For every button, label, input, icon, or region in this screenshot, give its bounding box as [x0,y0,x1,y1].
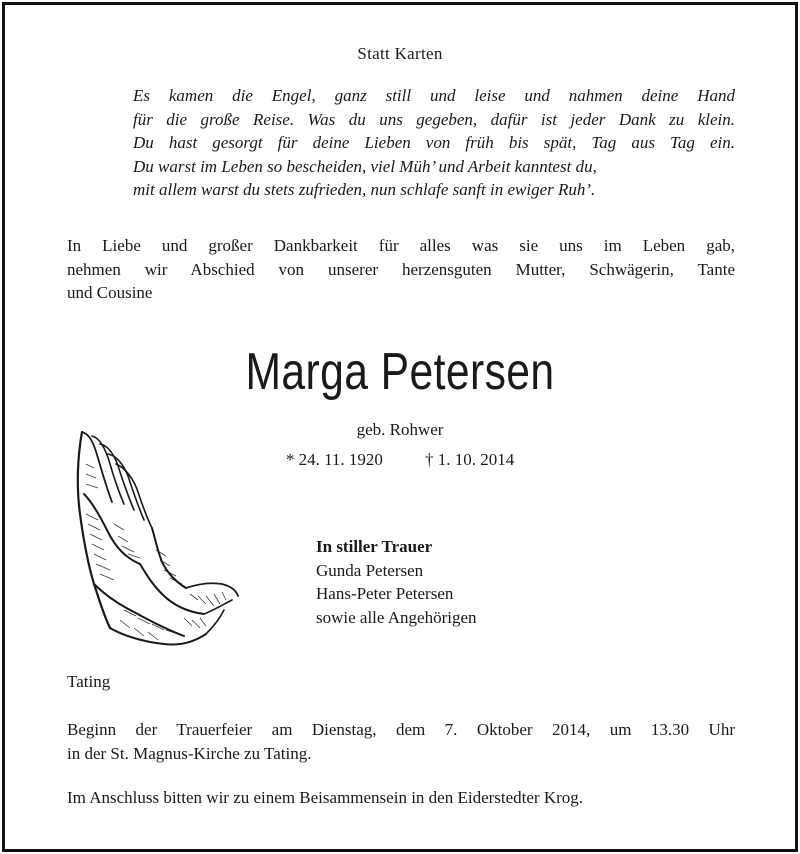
death-date: † 1. 10. 2014 [424,450,515,469]
maiden-name: geb. Rohwer [356,420,444,439]
mourners-block [316,535,477,629]
intro-line: nehmen wir Abschied von unserer herzensguten Mutter, Schwägerin, Tante [67,259,735,279]
intro-line: und Cousine [67,283,153,302]
intro-text [67,234,735,305]
deceased-name: Marga Petersen [245,343,555,401]
poem-line: Du hast gesorgt für deine Lieben von früh bis spät, Tag aus Tag ein. [133,133,735,152]
place-name: Tating [67,672,111,691]
birth-date: * 24. 11. 1920 [285,450,383,469]
praying-hands-icon [64,424,240,646]
poem-line: Es kamen die Engel, ganz still und leise und nahmen deine Hand [133,86,735,105]
mourner-name: sowie alle Angehörigen [316,607,477,627]
service-line: Beginn der Trauerfeier am Dienstag, dem 7. Oktober 2014, um 13.30 Uhr [67,720,735,739]
service-info [67,718,735,765]
poem-line: für die große Reise. Was du uns gegeben, dafür ist jeder Dank zu klein. [133,109,735,129]
poem-line: mit allem warst du stets zufrieden, nun schlafe sanft in ewiger Ruh’. [133,180,596,199]
poem-line: Du warst im Leben so bescheiden, viel Müh’ und Arbeit kanntest du, [133,156,597,176]
mourners-heading: In stiller Trauer [316,537,433,556]
reception-info: Im Anschluss bitten wir zu einem Beisammensein in den Eiderstedter Krog. [67,788,584,807]
poem [133,84,735,202]
notice-header: Statt Karten [357,44,443,63]
service-line: in der St. Magnus-Kirche zu Tating. [67,743,312,763]
mourner-name: Gunda Petersen [316,560,424,580]
mourner-name: Hans-Peter Petersen [316,584,454,603]
intro-line: In Liebe und großer Dankbarkeit für alles was sie uns im Leben gab, [67,236,735,255]
